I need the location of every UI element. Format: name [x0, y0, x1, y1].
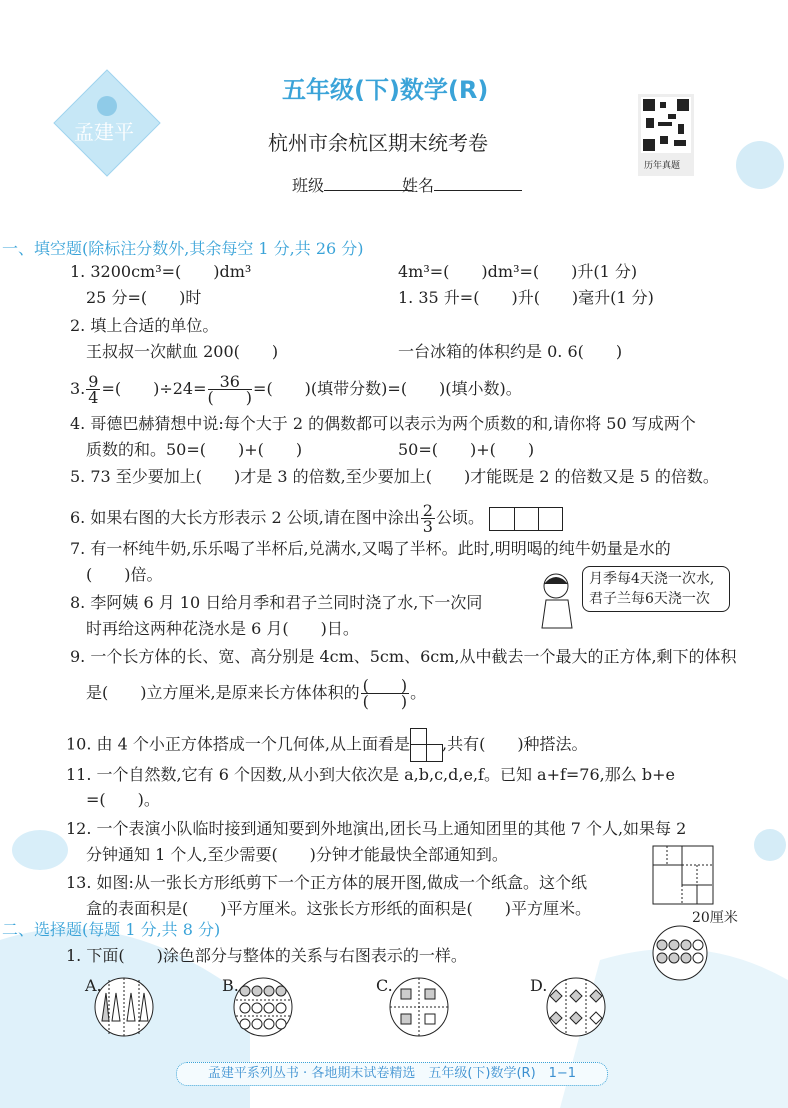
qr-code: [638, 94, 694, 176]
q2-part-b: 一台冰箱的体积约是 0. 6( ): [398, 342, 623, 361]
q6: 6. 如果右图的大长方形表示 2 公顷,请在图中涂出 $\frac{2}{3}$ 公顷。: [70, 503, 563, 534]
speech-bubble: 月季每4天浇一次水, 君子兰每6天浇一次: [582, 566, 730, 612]
publisher-logo: [52, 68, 162, 178]
q4-line1: 4. 哥德巴赫猜想中说:每个大于 2 的偶数都可以表示为两个质数的和,请你将 50 写成两个: [70, 414, 696, 433]
qr-caption: 历年真题: [644, 161, 681, 171]
q2-part-a: 王叔叔一次献血 200( ): [86, 342, 279, 361]
q4-line2: 质数的和。50=( )+( ): [86, 440, 303, 459]
fraction: $\frac{( )}{( )}$: [362, 676, 408, 711]
q1-part-c: 25 分=( )时: [86, 288, 202, 307]
q5: 5. 73 至少要加上( )才是 3 的倍数,至少要加上( )才能既是 2 的倍数又是 5 的倍数。: [70, 467, 719, 486]
q4-line2b: 50=( )+( ): [398, 440, 535, 459]
class-label: 班级: [292, 176, 325, 195]
page-footer: 孟建平系列丛书 · 各地期末试卷精选 五年级(下)数学(R) 1−1: [176, 1062, 608, 1086]
q8-line1: 8. 李阿姨 6 月 10 日给月季和君子兰同时浇了水,下一次同: [70, 593, 483, 612]
q7-line2: ( )倍。: [86, 565, 163, 584]
figure-dimension-label: 20厘米: [692, 910, 738, 926]
girl-illustration: [538, 570, 578, 630]
q9-line1: 9. 一个长方体的长、宽、高分别是 4cm、5cm、6cm,从中截去一个最大的正方体,剩下的体积: [70, 647, 737, 666]
cube-net-figure: [652, 845, 720, 907]
q10: 10. 由 4 个小正方体搭成一个几何体,从上面看是 ,共有( )种搭法。: [66, 728, 588, 762]
top-view-figure: [410, 728, 442, 762]
reference-circle-figure: [650, 925, 710, 981]
fraction: $\frac{36}{( )}$: [207, 372, 253, 407]
q2: 2. 填上合适的单位。: [70, 316, 219, 335]
name-label: 姓名: [402, 176, 435, 195]
section2-heading: 二、选择题(每题 1 分,共 8 分): [2, 920, 221, 939]
fraction: $\frac{9}{4}$: [88, 372, 99, 407]
section1-heading: 一、填空题(除标注分数外,其余每空 1 分,共 26 分): [2, 239, 364, 258]
exam-subtitle: 杭州市余杭区期末统考卷: [268, 131, 488, 155]
class-field[interactable]: [292, 176, 412, 196]
q11-line2: =( )。: [86, 790, 160, 809]
q9-line2: 是( )立方厘米,是原来长方体体积的 $\frac{( )}{( )}$ 。: [86, 676, 427, 711]
logo-text: 孟建平: [74, 120, 134, 144]
q13-line1: 13. 如图:从一张长方形纸剪下一个正方体的展开图,做成一个纸盒。这个纸: [66, 873, 588, 892]
name-field[interactable]: [402, 176, 522, 196]
q3: 3. $\frac{9}{4}$ =( )÷24= $\frac{36}{( )}$ =( )(填带分数)=( )(填小数)。: [70, 372, 522, 407]
rectangle-to-shade[interactable]: [489, 507, 563, 531]
q12-line1: 12. 一个表演小队临时接到通知要到外地演出,团长马上通知团里的其他 7 个人,如果每 2: [66, 819, 687, 838]
q12-line2: 分钟通知 1 个人,至少需要( )分钟才能最快全部通知到。: [86, 845, 508, 864]
fraction: $\frac{2}{3}$: [422, 501, 433, 536]
q13-line2: 盒的表面积是( )平方厘米。这张长方形纸的面积是( )平方厘米。: [86, 899, 591, 918]
q1-part-d: 1. 35 升=( )升( )毫升(1 分): [398, 288, 654, 307]
q8-line2: 时再给这两种花浇水是 6 月( )日。: [86, 619, 359, 638]
exam-page: 孟建平 五年级(下)数学(R) 杭州市余杭区期末统考卷 班级 姓名 历年真题 一、填空题(除标注分数外,其余每空 1 分,共 26 分) 1. 3200cm³=( )dm³ 4m³=( )dm³=( )升(1 分) 25 分=( )时 1. 35 升=( )升( )毫升(1 分) 2. 填上合适的单位。 王叔叔一次献血 200( ) 一台冰箱的体积约是 0. 6( ) 3. $\frac{9}{4}$ =( )÷24= $\frac{36}{( )}$ =( )(填带分数)=( )(填小数)。 4. 哥德巴赫猜想中说:每个大于 2 的偶数都可以表示为两个质数的和,请你将 50 写成两个 质数的和。50=( )+( ) 50=( )+( ) 5. 73 至少要加上( )才是 3 的倍数,至少要加上( )才能既是 2 的倍数又是 5 的倍数。 6. 如果右图的大长方形表示 2 公顷,请在图中涂出 $\frac{2}{3}$ 公顷。 7. 有一杯纯牛奶,乐乐喝了半杯后,兑满水,又喝了半杯。此时,明明喝的纯牛奶量是水的 ( )倍。 8. 李阿姨 6 月 10 日给月季和君子兰同时浇了水,下一次同 时再给这两种花浇水是 6 月( )日。 月季每4天浇一次水, 君子兰每6天浇一次 9. 一个长方体的长、宽、高分别是 4cm、5cm、6cm,从中截去一个最大的正方体,剩下的体积 是( )立方厘米,是原来长方体体积的 $\frac{( )}{( )}$ 。 10. 由 4 个小正方体搭成一个几何体,从上面看是 ,共有( )种搭法。 11. 一个自然数,它有 6 个因数,从小到大依次是 a,b,c,d,e,f。已知 a+f=76,那么 b+e =( )。 12. 一个表演小队临时接到通知要到外地演出,团长马上通知团里的其他 7 个人,如果每 2 分钟通知 1 个人,至少需要( )分钟才能最快全部通知到。 13. 如图:从一张长方形纸剪下一个正方体的展开图,做成一个纸盒。这个纸 盒的表面积是( )平方厘米。这张长方形纸的面积是( )平方厘米。 20厘米 二、选择题(每题 1 分,共 8 分) 1. 下面( )涂色部分与整体的关系与右图表示的一样。 A. B. C. D. 孟建平系列丛书 · 各地期末试卷精选 五年级(下)数学(R) 1−1: [0, 0, 788, 1108]
q7-line1: 7. 有一杯纯牛奶,乐乐喝了半杯后,兑满水,又喝了半杯。此时,明明喝的纯牛奶量是水的: [70, 539, 671, 558]
q1-part-b: 4m³=( )dm³=( )升(1 分): [398, 262, 638, 281]
choice-q1: 1. 下面( )涂色部分与整体的关系与右图表示的一样。: [66, 946, 467, 965]
q11-line1: 11. 一个自然数,它有 6 个因数,从小到大依次是 a,b,c,d,e,f。已知 a+f=76,那么 b+e: [66, 765, 675, 784]
page-title: 五年级(下)数学(R): [282, 76, 489, 104]
q1-part-a: 1. 3200cm³=( )dm³: [70, 262, 252, 281]
